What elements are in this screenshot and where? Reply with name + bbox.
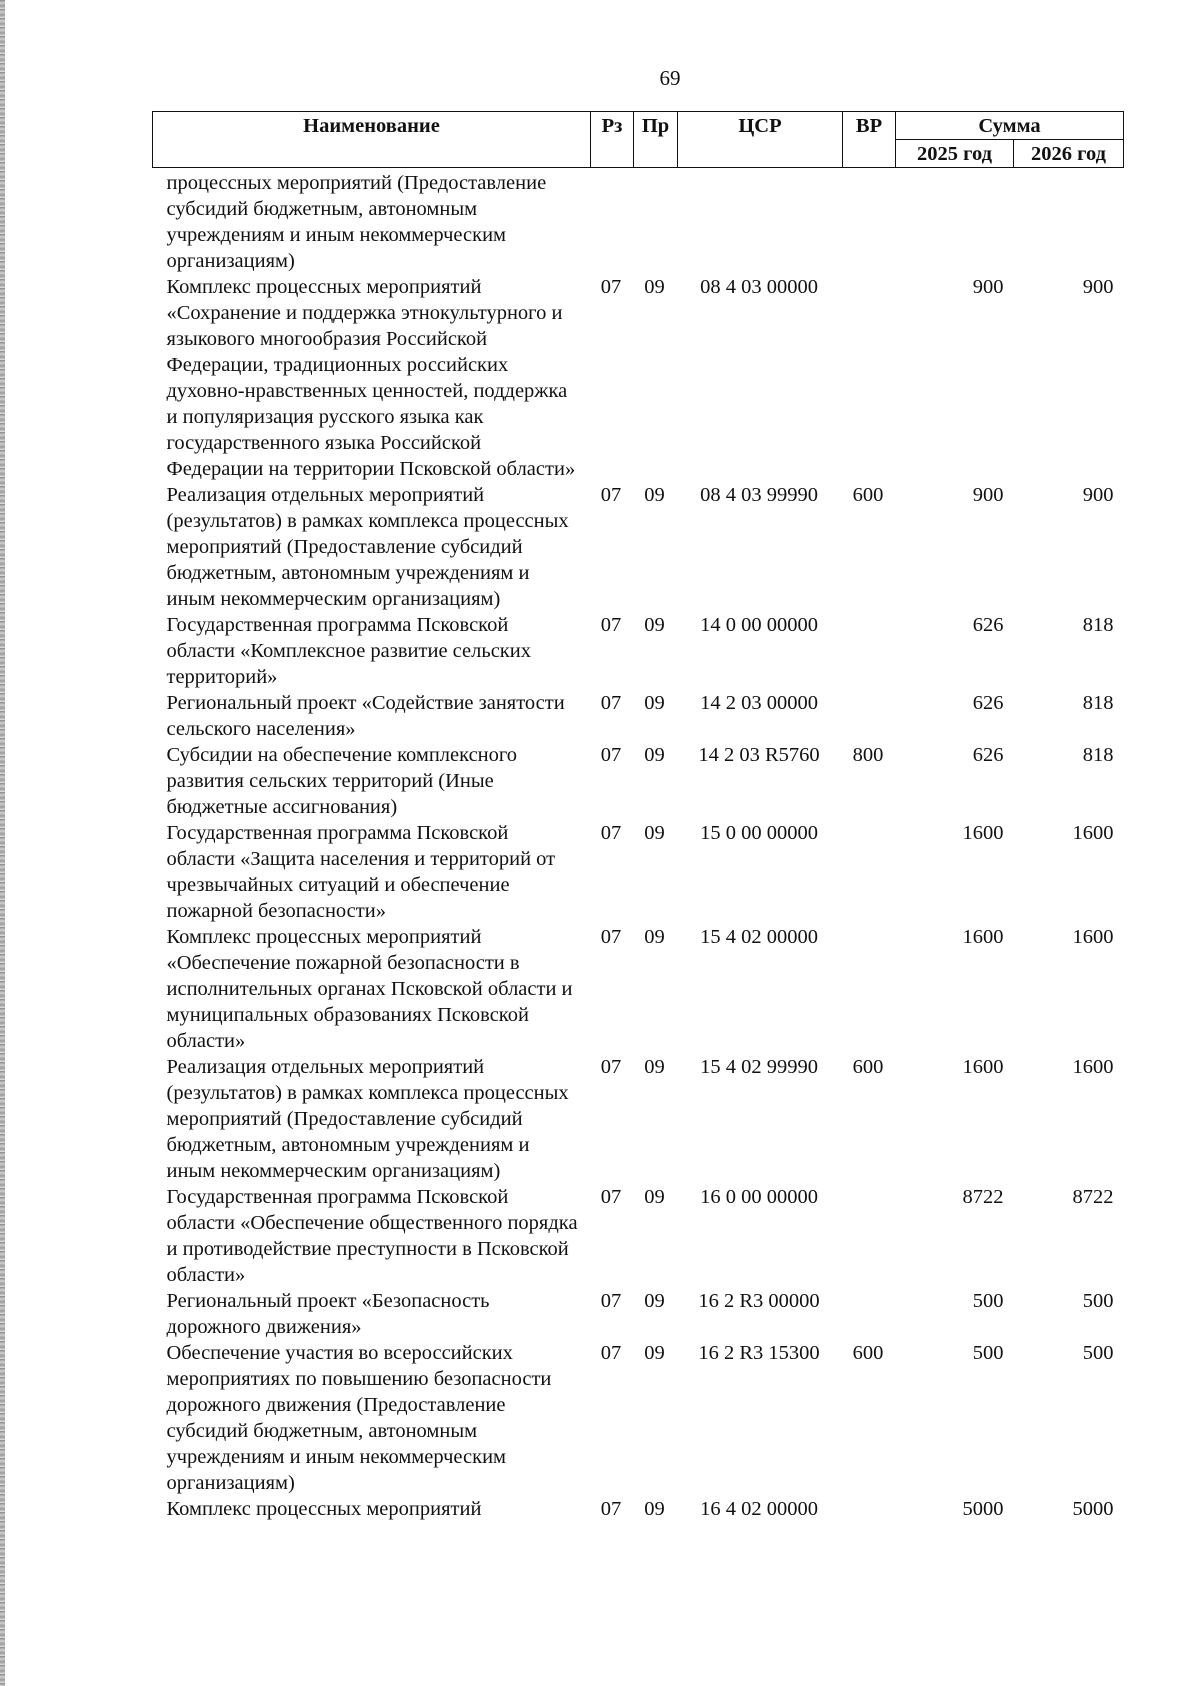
cell-pr: 09 xyxy=(644,926,665,948)
cell-csr: 16 2 R3 00000 xyxy=(698,1290,820,1312)
col-header-csr: ЦСР xyxy=(678,112,843,168)
cell-2026: 1600 xyxy=(1072,926,1114,948)
cell-name: Региональный проект «Содействие занятости сельского населения» xyxy=(166,692,565,740)
cell-csr: 15 4 02 99990 xyxy=(700,1056,818,1078)
cell-rz: 07 xyxy=(600,1056,622,1078)
cell-pr: 09 xyxy=(644,822,665,844)
cell-pr: 09 xyxy=(644,1290,665,1312)
budget-table xyxy=(152,111,1124,1522)
cell-rz: 07 xyxy=(600,1498,622,1520)
cell-name: Комплекс процессных мероприятий «Обеспечение пожарной безопасности в исполнительных органах Псковской области и муниципальных образованиях Псковской области» xyxy=(166,926,573,1052)
cell-csr: 08 4 03 99990 xyxy=(700,484,818,506)
cell-vr xyxy=(843,820,896,924)
cell-name: Региональный проект «Безопасность дорожного движения» xyxy=(166,1290,490,1338)
col-header-2025: 2025 год xyxy=(896,140,1014,168)
cell-name: Государственная программа Псковской области «Обеспечение общественного порядка и противодействие преступности в Псковской области» xyxy=(166,1186,578,1286)
cell-pr: 09 xyxy=(644,1498,665,1520)
table-row xyxy=(153,482,1124,612)
cell-2025: 626 xyxy=(972,744,1004,766)
cell-vr: 600 xyxy=(852,1056,884,1078)
cell-csr: 08 4 03 00000 xyxy=(700,276,818,298)
cell-vr xyxy=(843,1288,896,1340)
cell-2025: 500 xyxy=(972,1342,1004,1364)
cell-2026: 5000 xyxy=(1072,1498,1114,1520)
cell-rz xyxy=(591,168,634,275)
cell-2025: 1600 xyxy=(962,1056,1004,1078)
cell-name: Реализация отдельных мероприятий (результатов) в рамках комплекса процессных мероприятий (Предоставление субсидий бюджетным, автономным учреждениям и иным некоммерческим организациям) xyxy=(166,1056,569,1182)
table-row xyxy=(153,924,1124,1054)
cell-2026: 818 xyxy=(1082,614,1114,636)
cell-csr: 16 2 R3 15300 xyxy=(698,1342,820,1364)
cell-2026: 900 xyxy=(1082,276,1114,298)
cell-2025: 1600 xyxy=(962,822,1004,844)
cell-rz: 07 xyxy=(600,692,622,714)
cell-pr: 09 xyxy=(644,614,665,636)
cell-2026: 1600 xyxy=(1072,1056,1114,1078)
table-row xyxy=(153,1184,1124,1288)
cell-rz: 07 xyxy=(600,744,622,766)
cell-pr xyxy=(634,168,678,275)
cell-csr: 14 0 00 00000 xyxy=(700,614,818,636)
table-row xyxy=(153,1340,1124,1496)
cell-rz: 07 xyxy=(600,1290,622,1312)
cell-csr: 15 4 02 00000 xyxy=(700,926,818,948)
cell-name: процессных мероприятий (Предоставление субсидий бюджетным, автономным учреждениям и иным некоммерческим организациям) xyxy=(166,172,547,272)
col-header-rz: Рз xyxy=(591,112,634,168)
cell-name: Обеспечение участия во всероссийских мероприятиях по повышению безопасности дорожного движения (Предоставление субсидий бюджетным, автономным учреждениям и иным некоммерческим организациям) xyxy=(166,1342,552,1494)
cell-2025: 626 xyxy=(972,692,1004,714)
cell-rz: 07 xyxy=(600,614,622,636)
cell-2025: 500 xyxy=(972,1290,1004,1312)
cell-pr: 09 xyxy=(644,1186,665,1208)
cell-2026: 1600 xyxy=(1072,822,1114,844)
cell-name: Реализация отдельных мероприятий (результатов) в рамках комплекса процессных мероприятий (Предоставление субсидий бюджетным, автономным учреждениям и иным некоммерческим организациям) xyxy=(166,484,569,610)
page-number: 69 xyxy=(659,66,681,90)
cell-vr: 600 xyxy=(852,1342,884,1364)
cell-name: Комплекс процессных мероприятий xyxy=(166,1498,482,1520)
cell-vr: 800 xyxy=(852,744,884,766)
table-row xyxy=(153,690,1124,742)
cell-pr: 09 xyxy=(644,1056,665,1078)
cell-2025: 900 xyxy=(972,484,1004,506)
table-row xyxy=(153,612,1124,690)
cell-2026 xyxy=(1014,168,1124,275)
cell-2025 xyxy=(896,168,1014,275)
cell-2026: 500 xyxy=(1082,1342,1114,1364)
cell-pr: 09 xyxy=(644,276,665,298)
table-body xyxy=(153,168,1124,1523)
cell-2025: 1600 xyxy=(962,926,1004,948)
cell-vr xyxy=(843,612,896,690)
scan-edge xyxy=(0,0,5,1686)
cell-vr xyxy=(843,924,896,1054)
cell-2026: 818 xyxy=(1082,692,1114,714)
col-header-sum: Сумма xyxy=(896,112,1124,140)
col-header-name: Наименование xyxy=(153,112,591,168)
cell-rz: 07 xyxy=(600,1186,622,1208)
cell-vr xyxy=(843,1184,896,1288)
col-header-vr: ВР xyxy=(843,112,896,168)
cell-pr: 09 xyxy=(644,1342,665,1364)
table-row xyxy=(153,274,1124,482)
cell-name: Субсидии на обеспечение комплексного развития сельских территорий (Иные бюджетные ассигнования) xyxy=(166,744,518,818)
cell-vr xyxy=(843,1496,896,1522)
col-header-2026: 2026 год xyxy=(1014,140,1124,168)
cell-rz: 07 xyxy=(600,926,622,948)
table-row xyxy=(153,742,1124,820)
cell-csr: 16 0 00 00000 xyxy=(700,1186,818,1208)
cell-2025: 900 xyxy=(972,276,1004,298)
col-header-pr: Пр xyxy=(634,112,678,168)
cell-name: Государственная программа Псковской области «Комплексное развитие сельских территорий» xyxy=(166,614,531,688)
table-row xyxy=(153,1054,1124,1184)
table-row xyxy=(153,1496,1124,1522)
cell-name: Государственная программа Псковской области «Защита населения и территорий от чрезвычайных ситуаций и обеспечение пожарной безопасности» xyxy=(166,822,556,922)
cell-vr xyxy=(843,274,896,482)
cell-vr xyxy=(843,168,896,275)
cell-2025: 626 xyxy=(972,614,1004,636)
cell-csr xyxy=(678,168,843,275)
cell-vr xyxy=(843,690,896,742)
cell-vr: 600 xyxy=(852,484,884,506)
cell-csr: 14 2 03 R5760 xyxy=(698,744,820,766)
cell-csr: 14 2 03 00000 xyxy=(700,692,818,714)
cell-2025: 5000 xyxy=(962,1498,1004,1520)
cell-rz: 07 xyxy=(600,484,622,506)
cell-2026: 8722 xyxy=(1072,1186,1114,1208)
cell-pr: 09 xyxy=(644,744,665,766)
table-row xyxy=(153,168,1124,275)
cell-2026: 500 xyxy=(1082,1290,1114,1312)
cell-pr: 09 xyxy=(644,484,665,506)
table-row xyxy=(153,820,1124,924)
cell-2026: 818 xyxy=(1082,744,1114,766)
cell-rz: 07 xyxy=(600,276,622,298)
cell-csr: 15 0 00 00000 xyxy=(700,822,818,844)
cell-2026: 900 xyxy=(1082,484,1114,506)
cell-csr: 16 4 02 00000 xyxy=(700,1498,818,1520)
cell-2025: 8722 xyxy=(962,1186,1004,1208)
table-row xyxy=(153,1288,1124,1340)
cell-pr: 09 xyxy=(644,692,665,714)
cell-name: Комплекс процессных мероприятий «Сохранение и поддержка этнокультурного и языкового многообразия Российской Федерации, традиционных российских духовно-нравственных ценностей, поддержка и популяризация русского языка как государственного языка Российской Федерации на территории Псковской области» xyxy=(166,276,576,480)
cell-rz: 07 xyxy=(600,822,622,844)
cell-rz: 07 xyxy=(600,1342,622,1364)
